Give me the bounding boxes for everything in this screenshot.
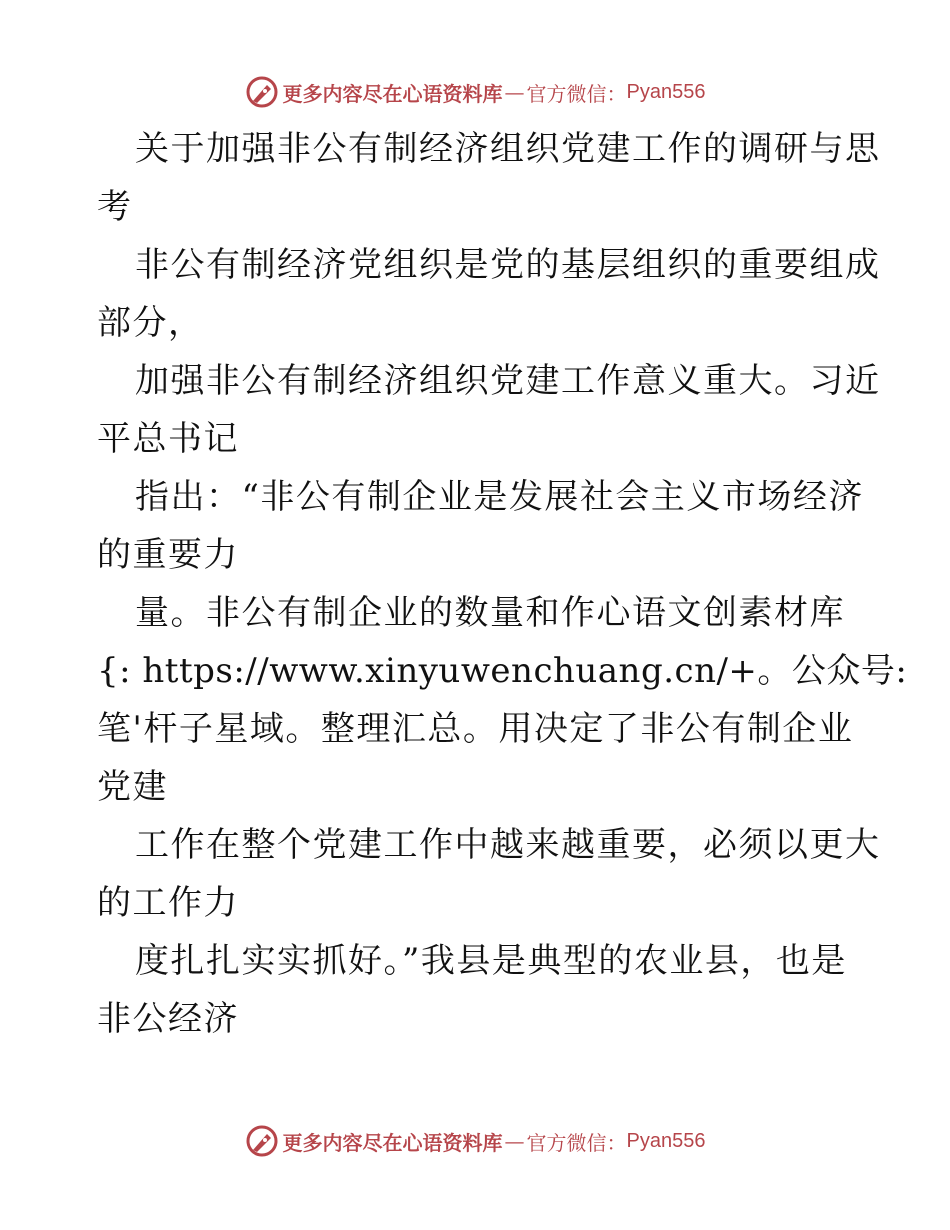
doc-line-11: 笔'杆子星域。整理汇总。用决定了非公有制企业 [97,709,854,749]
header-banner [0,72,950,112]
document-body [97,120,908,1048]
doc-line-16: 非公经济 [97,999,239,1039]
doc-line-3: 非公有制经济党组织是党的基层组织的重要组成 [135,245,881,285]
pen-nib-logo-icon [245,1124,279,1158]
doc-line-13: 工作在整个党建工作中越来越重要，必须以更大 [135,825,881,865]
doc-line-2: 考 [97,187,133,227]
doc-line-7: 指出：“非公有制企业是发展社会主义市场经济 [135,477,864,517]
footer-wechat-label: 官方微信： [526,1130,627,1155]
doc-line-4: 部分， [97,303,204,343]
footer-banner [0,1121,950,1161]
doc-line-9: 量。非公有制企业的数量和作心语文创素材库 [135,593,845,633]
header-banner-separator: — [504,80,525,104]
footer-banner-separator: — [504,1129,525,1153]
doc-line-12: 党建 [97,767,168,807]
doc-line-5: 加强非公有制经济组织党建工作意义重大。习近 [135,361,881,401]
header-wechat-id: Pyan556 [626,80,706,103]
doc-line-6: 平总书记 [97,419,239,459]
header-banner-text: 更多内容尽在心语资料库 [282,81,503,106]
doc-line-15: 度扎扎实实抓好。”我县是典型的农业县，也是 [135,941,847,981]
footer-wechat-id: Pyan556 [626,1129,706,1152]
pen-nib-logo-icon [245,75,279,109]
doc-line-14: 的工作力 [97,883,239,923]
doc-line-1: 关于加强非公有制经济组织党建工作的调研与思 [135,129,881,169]
doc-line-8: 的重要力 [97,535,239,575]
header-wechat-label: 官方微信： [526,81,627,106]
footer-banner-text: 更多内容尽在心语资料库 [282,1130,503,1155]
doc-line-10: {: https://www.xinyuwenchuang.cn/+。公众号: [97,651,908,691]
